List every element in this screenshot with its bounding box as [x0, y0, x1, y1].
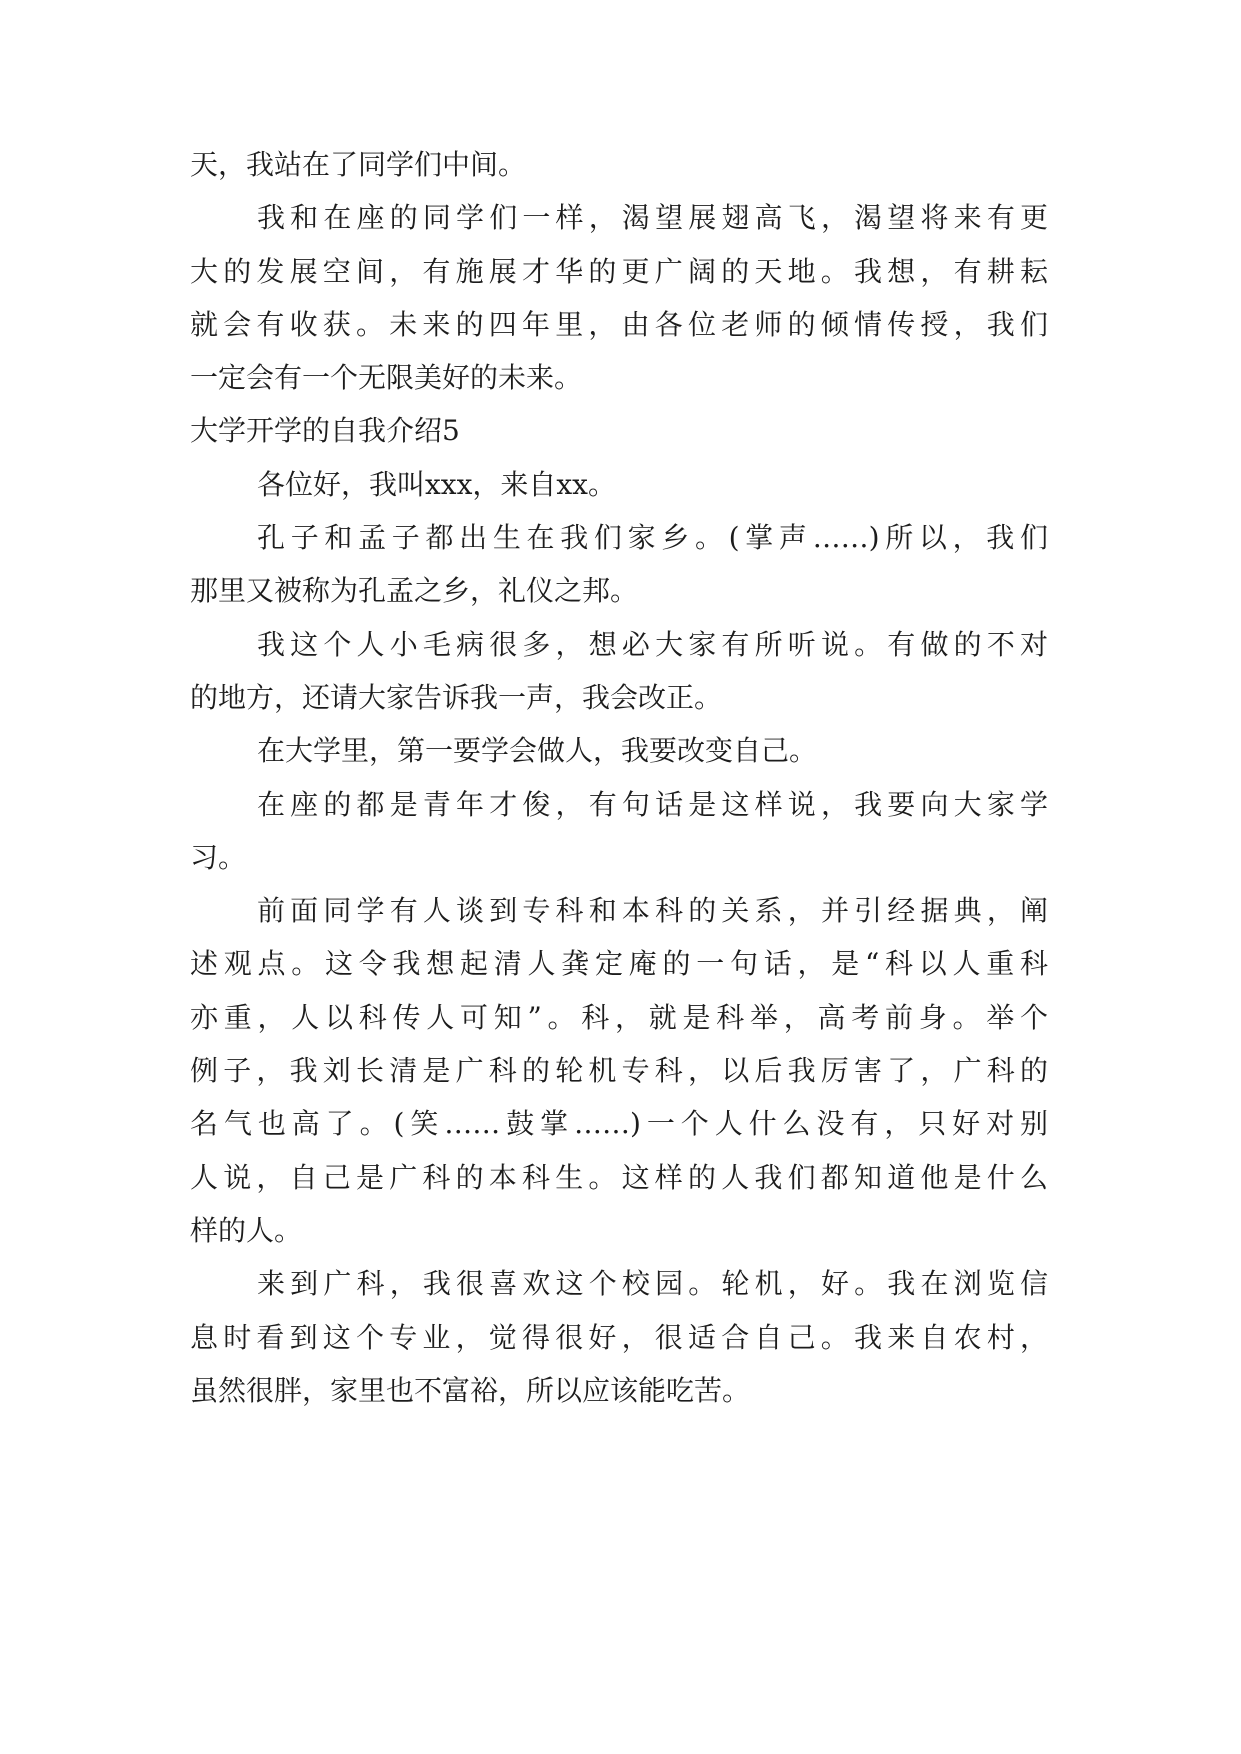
text-line: 大的发展空间，有施展才华的更广阔的天地。我想，有耕耘 — [190, 254, 1048, 288]
text-line: 我这个人小毛病很多，想必大家有所听说。有做的不对 — [257, 627, 1048, 661]
text-line: 样的人。 — [190, 1213, 303, 1247]
text-line: 在大学里，第一要学会做人，我要改变自己。 — [257, 734, 818, 768]
text-line: 孔子和孟子都出生在我们家乡。(掌声……)所以，我们 — [257, 521, 1048, 555]
text-line: 一定会有一个无限美好的未来。 — [190, 361, 583, 395]
section-heading: 大学开学的自我介绍5 — [190, 414, 460, 448]
text-line: 述观点。这令我想起清人龚定庵的一句话，是“科以人重科 — [190, 947, 1048, 981]
text-line: 天，我站在了同学们中间。 — [190, 148, 527, 181]
text-line: 亦重，人以科传人可知”。科，就是科举，高考前身。举个 — [190, 1000, 1048, 1034]
document-body — [190, 138, 1048, 1417]
text-line: 虽然很胖，家里也不富裕，所以应该能吃苦。 — [190, 1373, 751, 1407]
text-line: 来到广科，我很喜欢这个校园。轮机，好。我在浏览信 — [257, 1267, 1048, 1301]
text-line: 就会有收获。未来的四年里，由各位老师的倾情传授，我们 — [190, 307, 1048, 341]
text-line: 各位好，我叫xxx，来自xx。 — [257, 467, 616, 501]
text-line: 我和在座的同学们一样，渴望展翅高飞，渴望将来有更 — [257, 201, 1048, 235]
text-line: 前面同学有人谈到专科和本科的关系，并引经据典，阐 — [257, 894, 1048, 928]
text-line: 的地方，还请大家告诉我一声，我会改正。 — [190, 680, 723, 714]
text-line: 那里又被称为孔孟之乡，礼仪之邦。 — [190, 574, 639, 608]
text-line: 习。 — [190, 840, 247, 874]
text-line: 名气也高了。(笑……鼓掌……)一个人什么没有，只好对别 — [190, 1107, 1048, 1141]
text-line: 人说，自己是广科的本科生。这样的人我们都知道他是什么 — [190, 1160, 1048, 1194]
text-line: 在座的都是青年才俊，有句话是这样说，我要向大家学 — [257, 787, 1048, 821]
text-line: 例子，我刘长清是广科的轮机专科，以后我厉害了，广科的 — [190, 1054, 1048, 1088]
text-line: 息时看到这个专业，觉得很好，很适合自己。我来自农村， — [190, 1320, 1048, 1354]
